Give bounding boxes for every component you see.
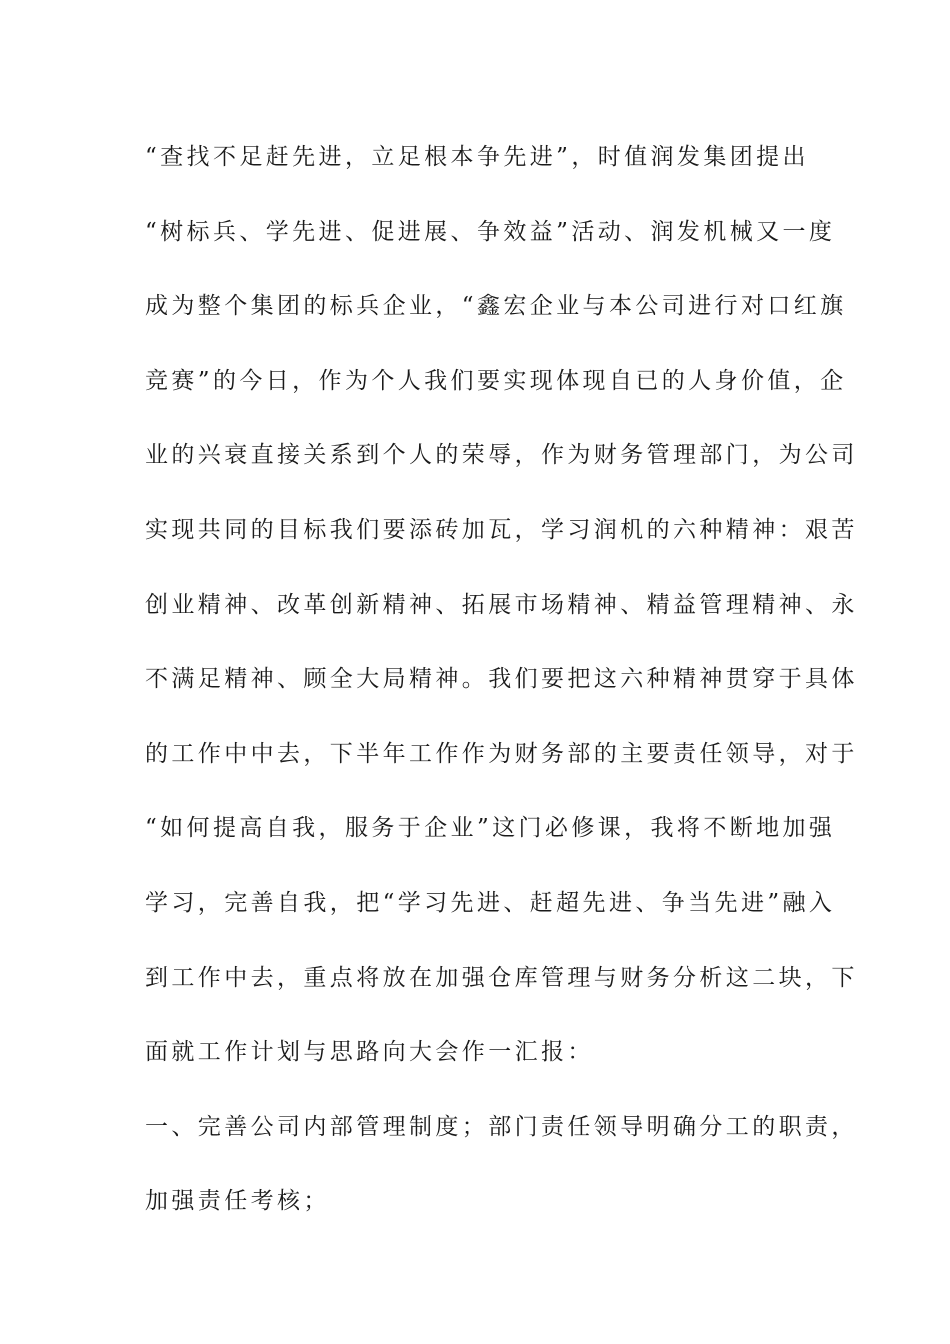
text-line-5: 业的兴衰直接关系到个人的荣辱，作为财务管理部门，为公司 xyxy=(145,442,858,469)
text-line-15: 加强责任考核； xyxy=(145,1188,330,1215)
text-line-9: 的工作中中去，下半年工作作为财务部的主要责任领导，对于 xyxy=(145,740,858,767)
text-line-7: 创业精神、改革创新精神、拓展市场精神、精益管理精神、永 xyxy=(145,591,858,618)
text-line-4: 竞赛”的今日，作为个人我们要实现体现自已的人身价值，企 xyxy=(145,367,847,394)
text-line-12: 到工作中去，重点将放在加强仓库管理与财务分析这二块，下 xyxy=(145,964,858,991)
text-line-13: 面就工作计划与思路向大会作一汇报： xyxy=(145,1039,594,1066)
text-line-3: 成为整个集团的标兵企业，“鑫宏企业与本公司进行对口红旗 xyxy=(145,293,847,320)
text-line-11: 学习，完善自我，把“学习先进、赶超先进、争当先进”融入 xyxy=(145,889,836,916)
text-line-10: “如何提高自我，服务于企业”这门必修课，我将不断地加强 xyxy=(145,815,836,842)
text-line-2: “树标兵、学先进、促进展、争效益”活动、润发机械又一度 xyxy=(145,218,836,245)
text-line-6: 实现共同的目标我们要添砖加瓦，学习润机的六种精神：艰苦 xyxy=(145,516,858,543)
text-line-8: 不满足精神、顾全大局精神。我们要把这六种精神贯穿于具体 xyxy=(145,666,858,693)
body-text xyxy=(145,132,858,1251)
text-line-1: “查找不足赶先进，立足根本争先进”，时值润发集团提出 xyxy=(145,144,809,170)
text-line-14: 一、完善公司内部管理制度；部门责任领导明确分工的职责， xyxy=(145,1113,858,1140)
